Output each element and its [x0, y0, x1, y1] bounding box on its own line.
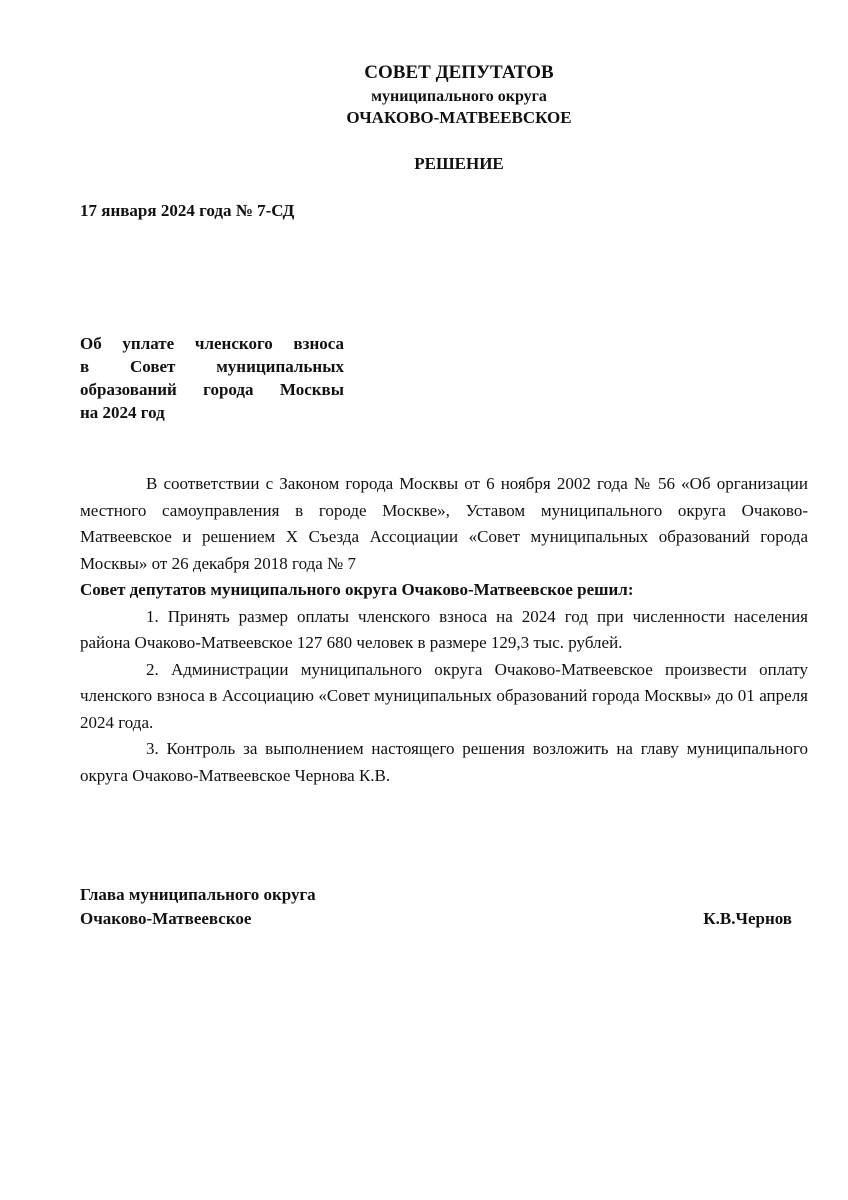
decision-body [80, 471, 808, 789]
subject-line-1: Об уплате членского взноса [80, 334, 344, 353]
subject-line-3: образований города Москвы [80, 380, 344, 399]
decision-heading: РЕШЕНИЕ [414, 154, 504, 173]
subject-line-4: на 2024 год [80, 403, 165, 422]
item-2-paragraph: 2. Администрации муниципального округа Очаково-Матвеевское произвести оплату членского взноса в Ассоциацию «Совет муниципальных образований города Москвы» до 01 апреля 2024 года. [80, 659, 808, 732]
decision-date-number: 17 января 2024 года № 7-СД [80, 201, 295, 220]
resolved-statement: Совет депутатов муниципального округа Очаково-Матвеевское решил: [80, 580, 634, 599]
signatory-title-line-1: Глава муниципального округа [80, 885, 316, 904]
district-subtitle: муниципального округа [371, 88, 547, 105]
signature-block [80, 883, 792, 931]
preamble-paragraph: В соответствии с Законом города Москвы от 6 ноября 2002 года № 56 «Об организации местного самоуправления в городе Москве», Уставом муниципального округа Очаково-Матвеевское и решением X Съезда Ассоциации «Совет муниципальных образований города Москвы» от 26 декабря 2018 года № 7 [80, 474, 808, 573]
signatory-title-line-2: Очаково-Матвеевское [80, 909, 252, 928]
council-title: СОВЕТ ДЕПУТАТОВ [364, 62, 554, 83]
item-3-paragraph: 3. Контроль за выполнением настоящего решения возложить на главу муниципального округа Очаково-Матвеевское Чернова К.В. [80, 739, 808, 785]
item-1-paragraph: 1. Принять размер оплаты членского взноса на 2024 год при численности населения района Очаково-Матвеевское 127 680 человек в размере 129,3 тыс. рублей. [80, 606, 808, 652]
decision-subject [80, 332, 344, 424]
subject-line-2: в Совет муниципальных [80, 357, 344, 376]
district-name: ОЧАКОВО-МАТВЕЕВСКОЕ [346, 108, 572, 127]
signatory-name: К.В.Чернов [703, 909, 792, 928]
signatory-row [80, 907, 792, 931]
